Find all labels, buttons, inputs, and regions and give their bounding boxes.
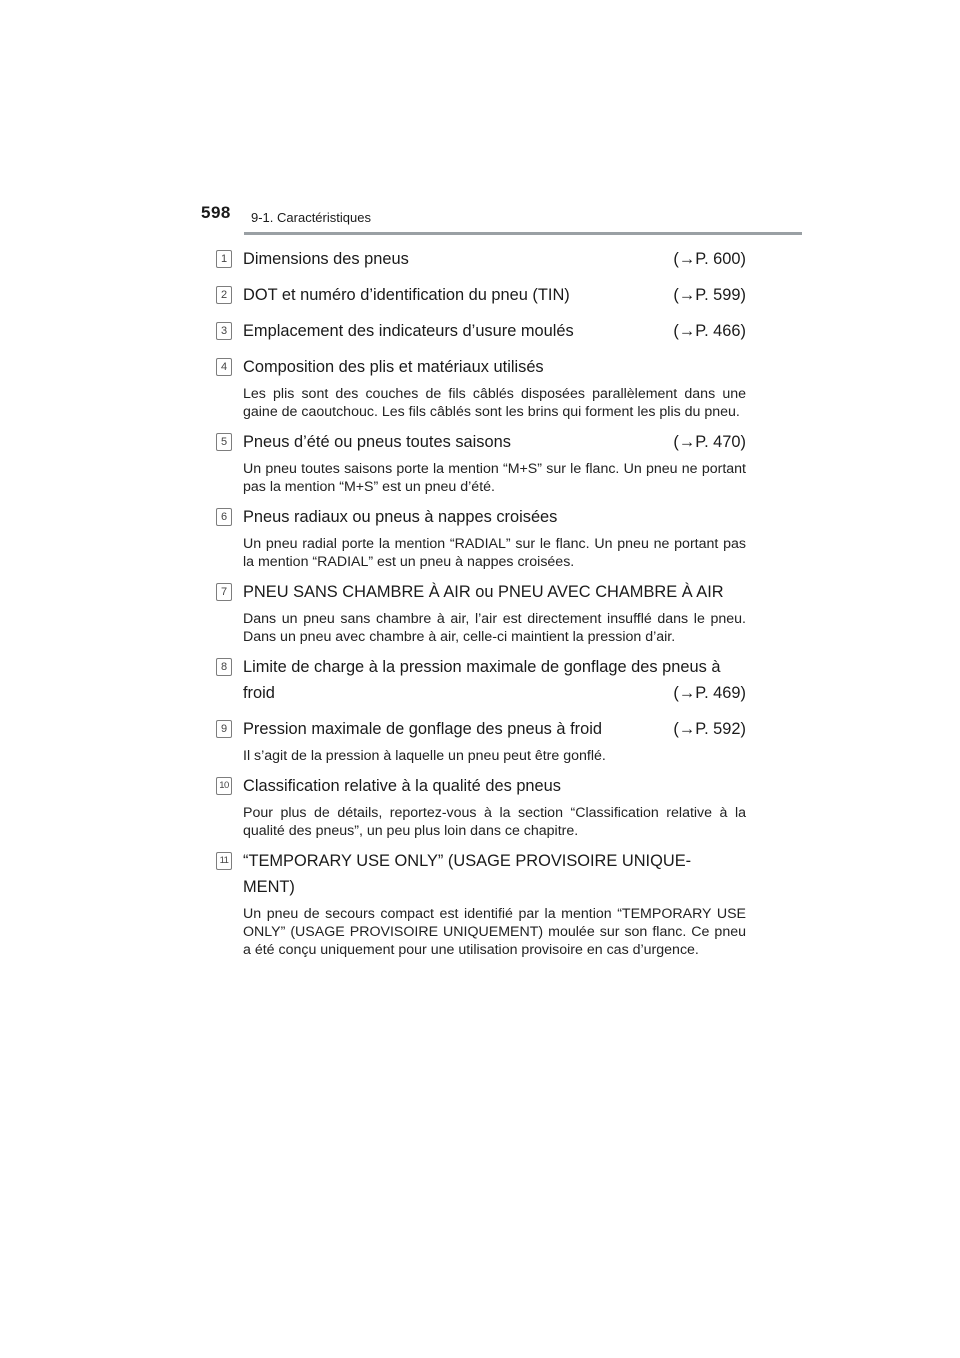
item-number-badge: 6 [216,508,232,526]
list-item-2 [216,280,746,308]
page-reference-link[interactable]: (→P. 600) [673,250,746,268]
header-rule [244,232,802,235]
page-reference-link[interactable]: (→P. 592) [673,720,746,738]
item-label: PNEU SANS CHAMBRE À AIR ou PNEU AVEC CHAMBRE À AIR [243,583,724,601]
item-number-badge: 11 [216,852,232,870]
item-label: Pression maximale de gonflage des pneus à froid [243,720,602,738]
item-label: Classification relative à la qualité des pneus [243,777,561,795]
page-reference-link[interactable]: (→P. 469) [673,684,746,702]
list-item-4 [216,352,746,421]
tire-label-list [216,244,746,965]
item-label: Pneus d’été ou pneus toutes saisons [243,433,511,451]
item-label-line2: froid [243,684,275,702]
item-description: Il s’agit de la pression à laquelle un pneu peut être gonflé. [243,748,606,764]
page-header [0,0,960,240]
item-number-badge: 8 [216,658,232,676]
item-number-badge: 1 [216,250,232,268]
item-number-badge: 10 [216,777,232,795]
list-item-8 [216,652,746,706]
item-label-line1: Limite de charge à la pression maximale de gonflage des pneus à [243,658,721,676]
list-item-3 [216,316,746,344]
item-label-line1: “TEMPORARY USE ONLY” (USAGE PROVISOIRE UNIQUE- [243,852,692,870]
item-number-badge: 9 [216,720,232,738]
item-number-badge: 7 [216,583,232,601]
page-number: 598 [201,203,231,222]
list-item-1 [216,244,746,272]
page-reference-link[interactable]: (→P. 466) [673,322,746,340]
list-item-10 [216,771,746,840]
item-number-badge: 3 [216,322,232,340]
item-label: Composition des plis et matériaux utilisés [243,358,544,376]
list-item-7 [216,577,746,646]
list-item-5 [216,427,746,496]
list-item-11 [216,846,746,959]
item-label: Dimensions des pneus [243,250,409,268]
item-label-line2: MENT) [243,878,295,896]
item-description: Pour plus de détails, reportez-vous à la section “Classification relative à la qualité des pneus”, un peu plus loin dans ce chapitre. [243,805,746,839]
item-label: Pneus radiaux ou pneus à nappes croisées [243,508,558,526]
list-item-6 [216,502,746,571]
item-number-badge: 5 [216,433,232,451]
page-reference-link[interactable]: (→P. 599) [673,286,746,304]
section-title: 9-1. Caractéristiques [251,210,371,225]
item-description: Un pneu de secours compact est identifié par la mention “TEMPORARY USE ONLY” (USAGE PROVISOIRE UNIQUEMENT) moulée sur son flanc. Ce pneu a été conçu uniquement pour une utilisation provisoire en cas d’urgence. [243,906,746,958]
item-description: Dans un pneu sans chambre à air, l’air est directement insufflé dans le pneu. Dans un pneu avec chambre à air, celle-ci maintient la pression d’air. [243,611,746,645]
item-number-badge: 4 [216,358,232,376]
item-description: Les plis sont des couches de fils câblés disposées parallèlement dans une gaine de caoutchouc. Les fils câblés sont les brins qui forment les plis du pneu. [243,386,746,420]
page-reference-link[interactable]: (→P. 470) [673,433,746,451]
item-label: Emplacement des indicateurs d’usure moulés [243,322,574,340]
list-item-9 [216,714,746,765]
item-number-badge: 2 [216,286,232,304]
item-label: DOT et numéro d’identification du pneu (TIN) [243,286,570,304]
item-description: Un pneu radial porte la mention “RADIAL” sur le flanc. Un pneu ne portant pas la mention “RADIAL” est un pneu à nappes croisées. [243,536,746,570]
item-description: Un pneu toutes saisons porte la mention “M+S” sur le flanc. Un pneu ne portant pas la mention “M+S” est un pneu d’été. [243,461,746,495]
